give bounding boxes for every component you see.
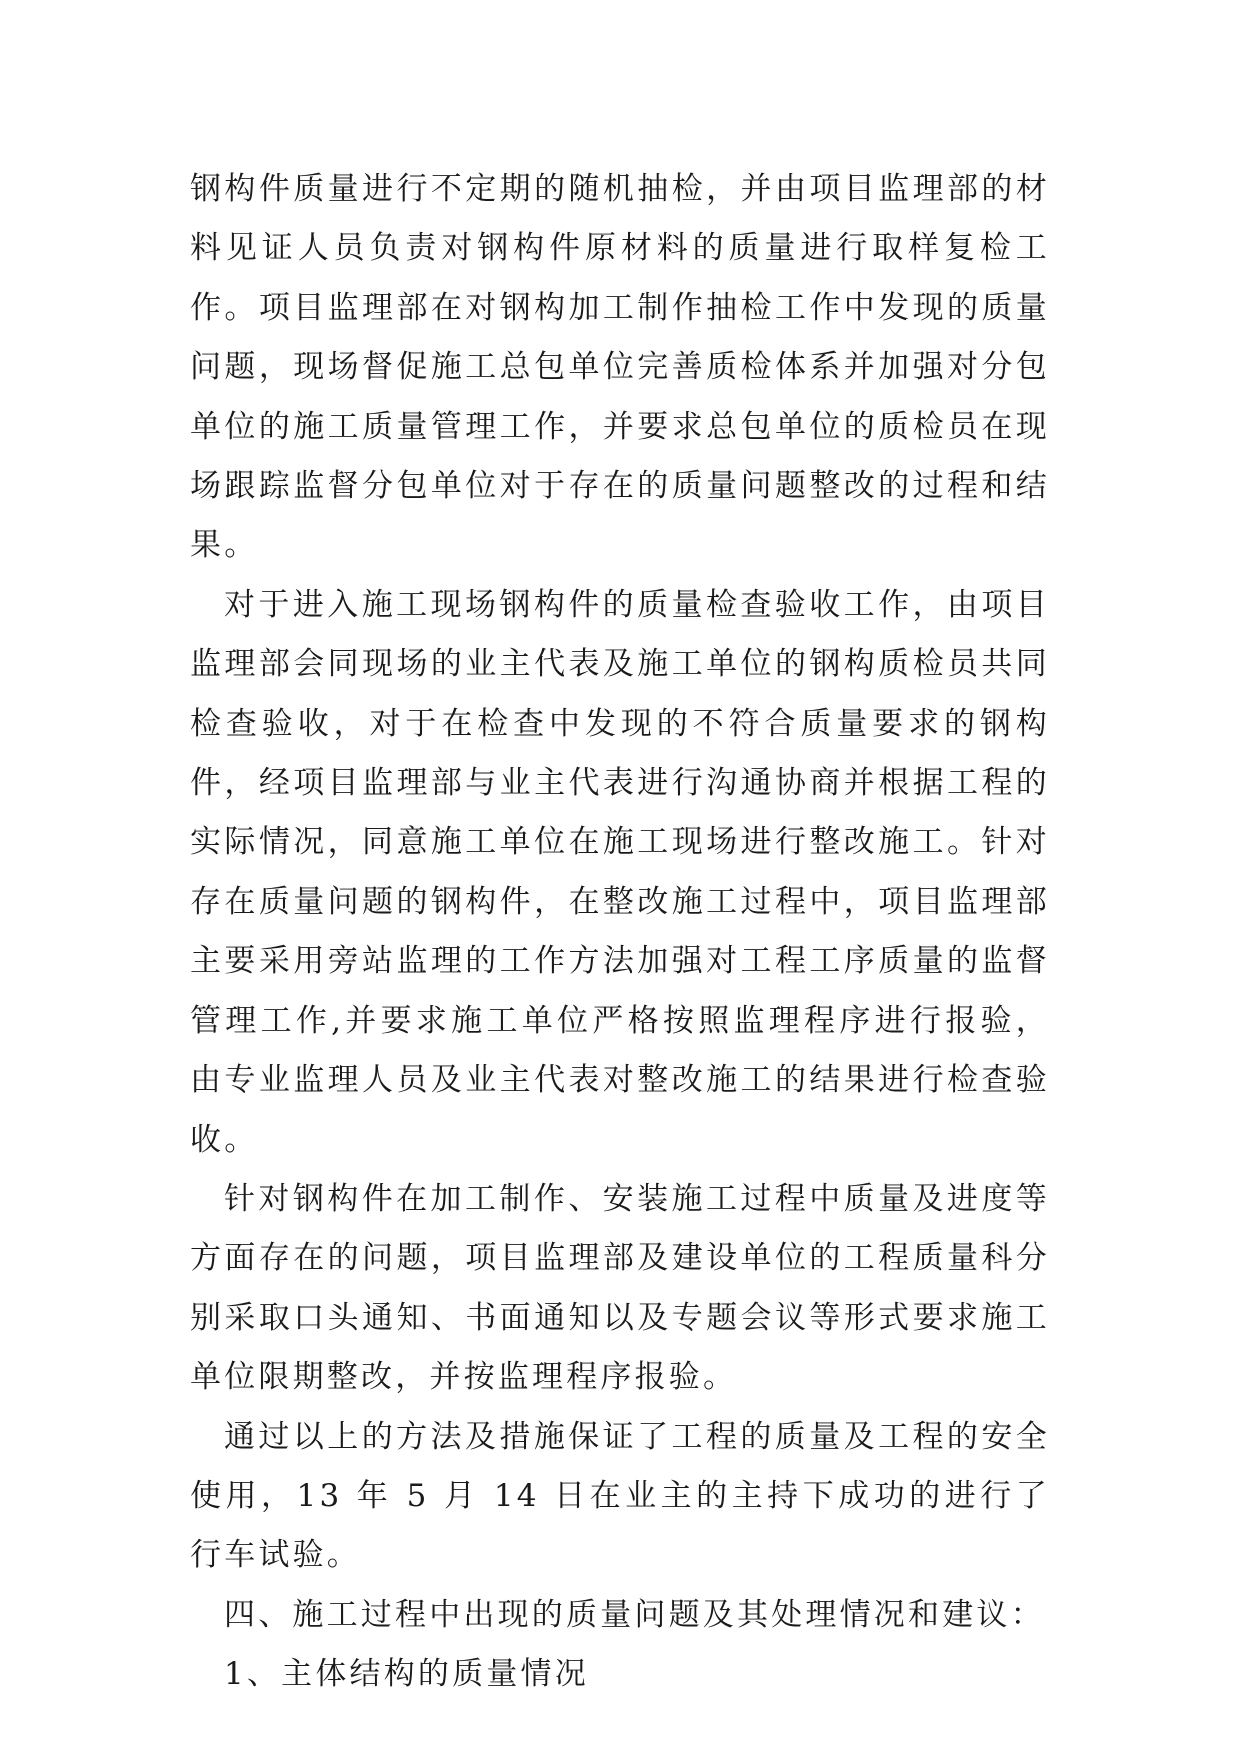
section-heading: 四、施工过程中出现的质量问题及其处理情况和建议： <box>224 1596 1045 1633</box>
paragraph-4: 通过以上的方法及措施保证了工程的质量及工程的安全使用，13 年 5 月 14 日在业主的主持下成功的进行了行车试验。 <box>190 1418 1050 1574</box>
paragraph-3: 针对钢构件在加工制作、安装施工过程中质量及进度等方面存在的问题，项目监理部及建设单位的工程质量科分别采取口头通知、书面通知以及专题会议等形式要求施工单位限期整改，并按监理程序报验。 <box>190 1180 1050 1396</box>
paragraph-1: 钢构件质量进行不定期的随机抽检，并由项目监理部的材料见证人员负责对钢构件原材料的质量进行取样复检工作。项目监理部在对钢构加工制作抽检工作中发现的质量问题，现场督促施工总包单位完善质检体系并加强对分包单位的施工质量管理工作，并要求总包单位的质检员在现场跟踪监督分包单位对于存在的质量问题整改的过程和结果。 <box>190 171 1050 564</box>
subsection-heading: 1、主体结构的质量情况 <box>224 1656 589 1693</box>
document-body <box>190 160 1050 1705</box>
paragraph-2: 对于进入施工现场钢构件的质量检查验收工作，由项目监理部会同现场的业主代表及施工单位的钢构质检员共同检查验收，对于在检查中发现的不符合质量要求的钢构件，经项目监理部与业主代表进行沟通协商并根据工程的实际情况，同意施工单位在施工现场进行整改施工。针对存在质量问题的钢构件，在整改施工过程中，项目监理部主要采用旁站监理的工作方法加强对工程工序质量的监督管理工作,并要求施工单位严格按照监理程序进行报验，由专业监理人员及业主代表对整改施工的结果进行检查验收。 <box>190 586 1050 1158</box>
